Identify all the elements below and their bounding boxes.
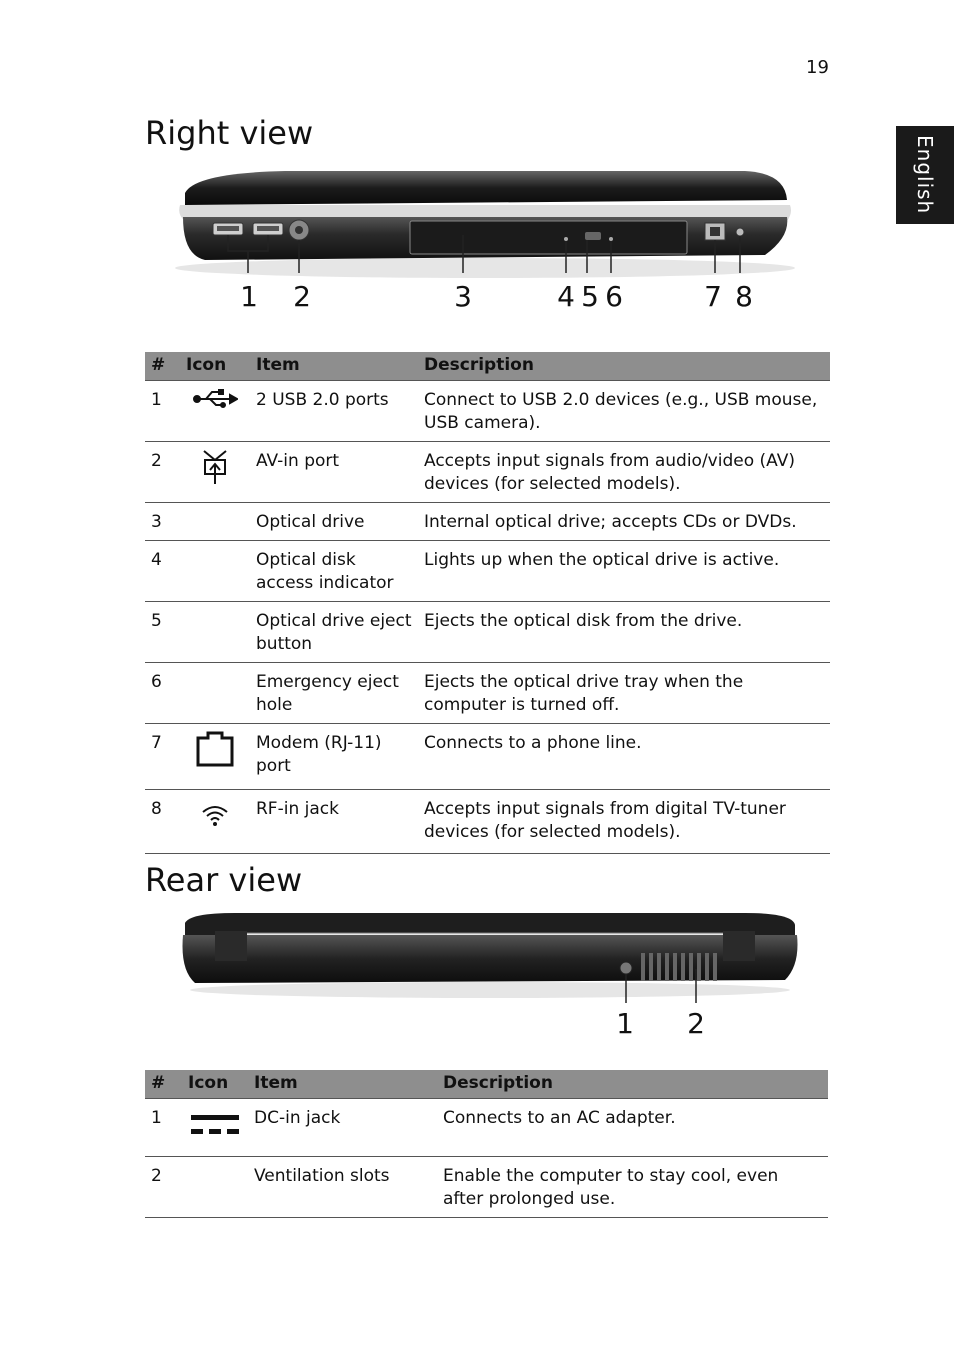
right-view-callout-3: 3 [454,280,472,313]
row-description: Connect to USB 2.0 devices (e.g., USB mouse, USB camera). [418,380,830,441]
page-number: 19 [806,57,829,78]
table-row [145,789,830,853]
right-view-callout-7: 7 [704,280,722,313]
row-description: Connects to an AC adapter. [437,1098,828,1156]
row-description: Internal optical drive; accepts CDs or DVDs. [418,502,830,540]
rear-view-table [145,1070,828,1218]
row-item: Ventilation slots [248,1156,437,1217]
header-num: # [145,1070,182,1098]
rear-view-callout-2: 2 [687,1007,705,1040]
row-description: Accepts input signals from digital TV-tuner devices (for selected models). [418,789,830,853]
table-row [145,540,830,601]
row-item: Emergency eject hole [250,662,418,723]
rear-view-laptop-illustration [175,905,805,1005]
right-view-callout-4: 4 [557,280,575,313]
row-num: 4 [145,540,180,601]
right-view-table [145,352,830,854]
header-item: Item [250,352,418,380]
row-num: 6 [145,662,180,723]
table-row [145,1098,828,1156]
row-description: Connects to a phone line. [418,723,830,789]
usb-icon [192,387,238,409]
row-description: Ejects the optical disk from the drive. [418,601,830,662]
table-row [145,502,830,540]
header-icon: Icon [182,1070,248,1098]
row-item: DC-in jack [248,1098,437,1156]
row-num: 3 [145,502,180,540]
right-view-callout-8: 8 [735,280,753,313]
row-num: 2 [145,1156,182,1217]
language-tab [896,126,954,224]
header-description: Description [418,352,830,380]
language-tab-label: English [913,135,937,215]
row-item: Modem (RJ-11) port [250,723,418,789]
row-num: 8 [145,789,180,853]
row-description: Accepts input signals from audio/video (AV) devices (for selected models). [418,441,830,502]
header-num: # [145,352,180,380]
right-view-callout-1: 1 [240,280,258,313]
row-item: 2 USB 2.0 ports [250,380,418,441]
right-view-laptop-illustration [165,165,815,280]
row-num: 1 [145,1098,182,1156]
table-row [145,601,830,662]
header-icon: Icon [180,352,250,380]
av-in-icon [200,448,230,486]
row-num: 2 [145,441,180,502]
dc-in-icon [189,1109,241,1139]
right-view-callout-5: 5 [581,280,599,313]
rear-view-callout-1: 1 [616,1007,634,1040]
row-description: Lights up when the optical drive is active. [418,540,830,601]
right-view-title: Right view [145,114,314,152]
row-num: 7 [145,723,180,789]
row-item: AV-in port [250,441,418,502]
row-item: Optical drive [250,502,418,540]
rf-in-icon [200,802,230,828]
table-row [145,441,830,502]
table-header-row [145,352,830,380]
table-header-row [145,1070,828,1098]
table-row [145,1156,828,1217]
row-num: 5 [145,601,180,662]
rear-view-title: Rear view [145,861,303,899]
row-description: Enable the computer to stay cool, even after prolonged use. [437,1156,828,1217]
right-view-callout-6: 6 [605,280,623,313]
row-description: Ejects the optical drive tray when the computer is turned off. [418,662,830,723]
table-row [145,723,830,789]
header-item: Item [248,1070,437,1098]
right-view-callout-2: 2 [293,280,311,313]
row-num: 1 [145,380,180,441]
table-row [145,662,830,723]
table-row [145,380,830,441]
row-item: Optical disk access indicator [250,540,418,601]
row-item: Optical drive eject button [250,601,418,662]
row-item: RF-in jack [250,789,418,853]
header-description: Description [437,1070,828,1098]
modem-icon [195,730,235,768]
